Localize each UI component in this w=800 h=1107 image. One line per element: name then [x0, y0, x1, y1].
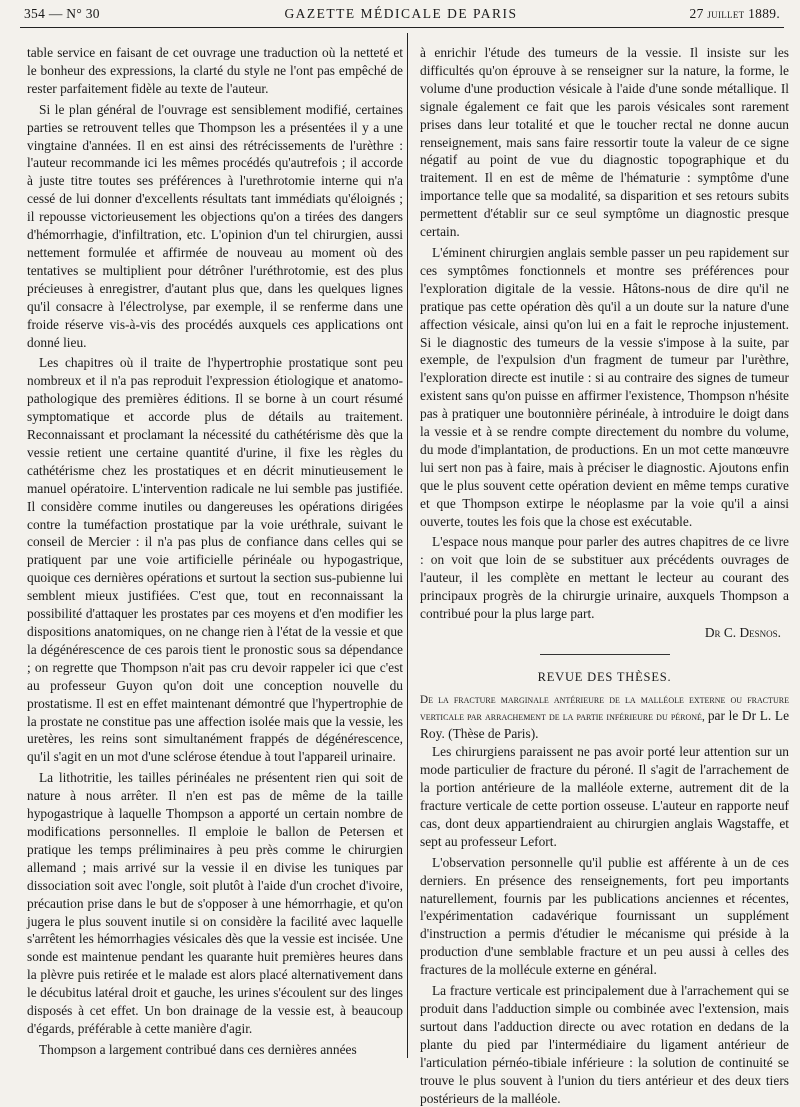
- left-column: [27, 44, 403, 1059]
- paragraph: L'éminent chirurgien anglais semble passer un peu rapidement sur ces symptômes fonctionnels et montre ses préférences pour l'exploration digitale de la vessie. Hâtons-nous de dire qu'il ne pratique pas cette opération dès qu'il a un doute sur la nature d'une affection vésicale, ainsi qu'on lui en a fait le reproche injustement. Si le diagnostic des tumeurs de la vessie s'impose à la suite, par exemple, de l'expulsion d'un fragment de tumeur par l'urèthre, l'exploration directe est inutile : si au contraire des signes de tumeur existent sans qu'on puisse en affirmer l'existence, Thompson n'hésite pas à pratiquer une boutonnière périnéale, à introduire le doigt dans la vessie et à se rendre compte directement du nombre du volume, du mode d'implantation, de productions. En un mot cette manœuvre lui sert non pas à faire, mais à préciser le diagnostic. Ajoutons enfin que le plus souvent cette opération devient en même temps curative et que Thompson extirpe le néoplasme par la voie qu'il a ainsi ouverte, toutes les fois que la chose est exécutable.: [420, 244, 789, 529]
- column-divider: [407, 33, 408, 1058]
- article-title: De la fracture marginale antérieure de la malléole externe ou fracture verticale par arrachement de la partie inférieure du péroné, par le Dr L. Le Roy. (Thèse de Paris).: [420, 693, 790, 741]
- author-signature: Dr C. Desnos.: [704, 625, 781, 640]
- paragraph: L'observation personnelle qu'il publie est afférente à un de ces derniers. En présence des renseignements, fort peu importants naturellement, fournis par les publications anciennes et récentes, l'expérimentation cadavérique fournissant un supplément d'instruction a permis d'étudier le mécanisme qui préside à la production d'une semblable fracture et un peu aussi à celles des fractures de la mollécule externe en général.: [420, 854, 789, 978]
- issue-date: 27 juillet 1889.: [689, 6, 780, 21]
- page-header: [20, 4, 782, 26]
- paragraph: à enrichir l'étude des tumeurs de la vessie. Il insiste sur les difficultés qu'on éprouve à se renseigner sur la nature, la forme, le volume d'une production vésicale à l'aide d'une sonde métallique. Il signale également ce fait que les parois vésicales sont rarement prises dans leur totalité et que le toucher rectal ne donne aucun renseignement, mais sans faire ressortir toute la valeur de ce signe négatif au point de vue du diagnostic topographique et du traitement. Il en est de même de l'hématurie : symptôme d'une importance telle que sa modalité, sa disparition et ses retours subits permettent d'établir sur ce seul symptôme un diagnostic presque certain.: [420, 45, 789, 240]
- page-number: 354 — N° 30: [24, 6, 100, 21]
- header-rule: [20, 27, 784, 28]
- right-column: [420, 44, 789, 1107]
- paragraph: Les chapitres où il traite de l'hypertrophie prostatique sont peu nombreux et il n'a pas reproduit l'expression étiologique et anatomo-pathologique des premières éditions. Il se borne à un court résumé symptomatique et accorde plus de détails au traitement. Reconnaissant et proclamant la nécessité du cathétérisme dès que la vessie retient une certaine quantité d'urine, il fixe les règles du cathétérisme chez les prostatiques et en décrit minutieusement le manuel opératoire. L'intervention radicale ne lui semble pas justifiée. Il considère comme inutiles ou dangereuses les opérations dirigées contre la tuméfaction prostatique par la voie uréthrale, suivant le conseil de Mercier : il n'a pas plus de confiance dans celles qui se pratiquent par une voie artificielle périnéale ou hypogastrique, quoique ces dernières opérations et surtout la section sus-pubienne lui semblent mieux justifiées. C'est que, tout en reconnaissant la possibilité d'attaquer les prostates par ces moyens et d'en modifier les dispositions anatomiques, on ne change rien à l'état de la vessie et que la dégénérescence de ces parois tient le pronostic sous sa dépendance ; on regrette que Thompson n'ait pas cru devoir rappeler ici que c'est au professeur Guyon qu'on doit une conception nouvelle du prostatisme. Il est en effet maintenant démontré que l'hypertrophie de la prostate ne constitue pas une affection isolée mais que la vessie, les uretères, les reins sont simultanément frappés de dégénérescence, qu'il s'agit en un mot d'une sclérose étendue à tout l'appareil urinaire.: [27, 355, 403, 765]
- paragraph: Les chirurgiens paraissent ne pas avoir porté leur attention sur un mode particulier de fracture du péroné. Il s'agit de l'arrachement de la portion antérieure de la malléole externe, autrement dit de la fracture verticale de cette portion osseuse. L'auteur en rapporte neuf cas, dont deux appartiendraient au chirurgien anglais Wagstaffe, et sept au professeur Lefort.: [420, 744, 789, 849]
- journal-title: GAZETTE MÉDICALE DE PARIS: [284, 6, 518, 21]
- paragraph: La fracture verticale est principalement due à l'arrachement qui se produit dans l'adduction simple ou combinée avec l'extension, mais surtout dans l'adduction directe ou avec rotation en dedans de la plante du pied par l'intermédiaire du ligament antérieur de l'articulation pérnéo-tibiale inférieure : la solution de continuité se trouve le plus souvent à l'union du tiers antérieur et des deux tiers postérieurs de la malléole.: [420, 983, 789, 1106]
- paragraph: Thompson a largement contribué dans ces dernières années: [39, 1041, 357, 1057]
- paragraph: table service en faisant de cet ouvrage une traduction où la netteté et le bonheur des expressions, la clarté du style ne l'ont pas empêché de rester parfaitement fidèle au texte de l'auteur.: [27, 45, 403, 96]
- section-title: REVUE DES THÈSES.: [537, 669, 672, 684]
- paragraph: La lithotritie, les tailles périnéales ne présentent rien qui soit de nature à nous arrêter. Il n'en est pas de même de la taille hypogastrique à laquelle Thompson a apporté un certain nombre de modifications personnelles. Il emploie le ballon de Petersen et pratique les temps préliminaires à peu près comme le chirurgien allemand ; mais arrivé sur la vessie il en divise les tuniques par dissociation soit avec l'ongle, soit plutôt à l'aide d'un crochet d'ivoire, précaution prise dans le but de s'opposer à une hémorrhagie, et qu'on jugera le plus souvent inutile si on considère la facilité avec laquelle s'arrêtent les hémorrhagies vésicales dès que la vessie est incisée. Une sonde est maintenue pendant les quarante huit premières heures dans la plèvre puis retirée et le malade est alors placé alternativement dans le décubitus latéral droit et gauche, les urines s'écoulent sur des linges disposés à cet effet. Un bon drainage de la vessie est, à beaucoup d'égards, préférable à cette manière d'agir.: [27, 770, 403, 1036]
- paragraph: Si le plan général de l'ouvrage est sensiblement modifié, certaines parties se retrouvent telles que Thompson les a présentées il y a une vingtaine d'années. Il en est ainsi des rétrécissements de l'urèthre : l'auteur recommande ici les mêmes procédés qu'autrefois ; il accorde à juste titre toutes ses préférences à l'urethrotomie interne qui n'a cessé de lui donner d'excellents résultats tant immédiats qu'éloignés ; il repousse victorieusement les objections qu'on a tirées des dangers d'hémorrhagie, d'infiltration, etc. L'opinion d'un tel chirurgien, aussi nettement formulée et affirmée de nouveau au moment où des tentatives se multiplient pour détrôner l'uréthrotomie, est des plus précieuses à enregistrer, d'autant plus que, dans les quelques lignes qu'il consacre à l'électrolyse, par exemple, il se renferme dans une froide réserve vis-à-vis des procédés auxquels ces applications ont donné lieu.: [27, 101, 403, 350]
- article-byline: par le Dr L. Le Roy. (Thèse de Paris).: [420, 708, 790, 741]
- section-divider: [540, 654, 670, 655]
- paragraph: L'espace nous manque pour parler des autres chapitres de ce livre : on voit que loin de se substituer aux précédents ouvrages de l'auteur, il les complète en mettant le lecteur au courant des principaux progrès de la chirurgie urinaire, auxquels Thompson a contribué pour la plus large part.: [420, 534, 789, 622]
